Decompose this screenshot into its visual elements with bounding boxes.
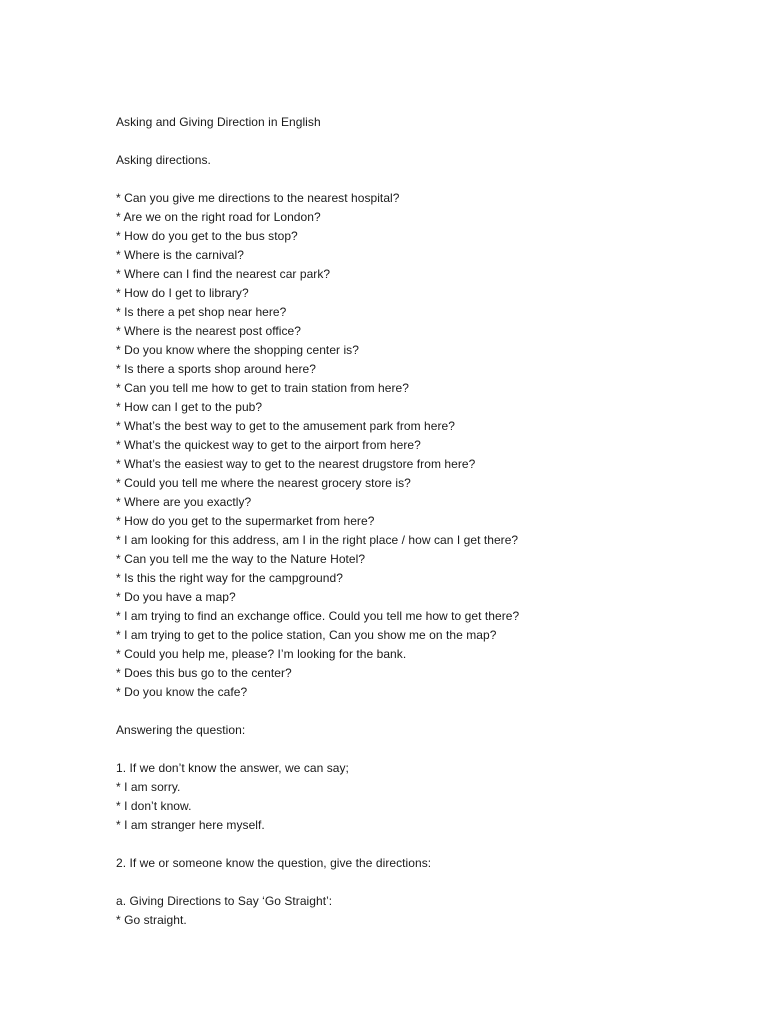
blank-line	[116, 702, 736, 721]
list-item: * What’s the best way to get to the amusement park from here?	[116, 419, 455, 433]
list-item: * I don’t know.	[116, 799, 192, 813]
list-item: * Could you help me, please? I’m looking for the bank.	[116, 647, 407, 661]
known-intro: 2. If we or someone know the question, give the directions:	[116, 856, 432, 870]
document-title: Asking and Giving Direction in English	[116, 115, 321, 129]
unknown-list	[116, 778, 736, 835]
unknown-intro: 1. If we don’t know the answer, we can say;	[116, 761, 349, 775]
list-item: * Could you tell me where the nearest grocery store is?	[116, 476, 411, 490]
list-item: * Are we on the right road for London?	[116, 210, 321, 224]
list-item: * I am stranger here myself.	[116, 818, 265, 832]
list-item: * What’s the easiest way to get to the nearest drugstore from here?	[116, 457, 476, 471]
list-item: * Is this the right way for the campground?	[116, 571, 343, 585]
list-item: * Do you have a map?	[116, 590, 236, 604]
list-item: * Is there a pet shop near here?	[116, 305, 287, 319]
list-item: * Do you know where the shopping center is?	[116, 343, 359, 357]
list-item: * What’s the quickest way to get to the airport from here?	[116, 438, 421, 452]
list-item: * Is there a sports shop around here?	[116, 362, 316, 376]
straight-list	[116, 911, 736, 930]
list-item: * Go straight.	[116, 913, 187, 927]
asking-list	[116, 189, 736, 702]
list-item: * Where are you exactly?	[116, 495, 252, 509]
list-item: * Do you know the cafe?	[116, 685, 248, 699]
blank-line	[116, 740, 736, 759]
asking-heading: Asking directions.	[116, 153, 211, 167]
document-body	[116, 113, 736, 930]
list-item: * I am looking for this address, am I in the right place / how can I get there?	[116, 533, 519, 547]
list-item: * Where is the nearest post office?	[116, 324, 301, 338]
list-item: * How can I get to the pub?	[116, 400, 263, 414]
blank-line	[116, 873, 736, 892]
list-item: * I am trying to get to the police station, Can you show me on the map?	[116, 628, 497, 642]
answering-heading: Answering the question:	[116, 723, 246, 737]
list-item: * How do you get to the supermarket from here?	[116, 514, 375, 528]
list-item: * Can you tell me the way to the Nature Hotel?	[116, 552, 366, 566]
blank-line	[116, 170, 736, 189]
blank-line	[116, 835, 736, 854]
list-item: * Where can I find the nearest car park?	[116, 267, 331, 281]
list-item: * How do I get to library?	[116, 286, 249, 300]
list-item: * I am trying to find an exchange office. Could you tell me how to get there?	[116, 609, 520, 623]
list-item: * Can you tell me how to get to train station from here?	[116, 381, 409, 395]
list-item: * I am sorry.	[116, 780, 181, 794]
list-item: * Does this bus go to the center?	[116, 666, 292, 680]
list-item: * Can you give me directions to the nearest hospital?	[116, 191, 400, 205]
list-item: * How do you get to the bus stop?	[116, 229, 298, 243]
blank-line	[116, 132, 736, 151]
straight-heading: a. Giving Directions to Say ‘Go Straight’:	[116, 894, 333, 908]
list-item: * Where is the carnival?	[116, 248, 244, 262]
